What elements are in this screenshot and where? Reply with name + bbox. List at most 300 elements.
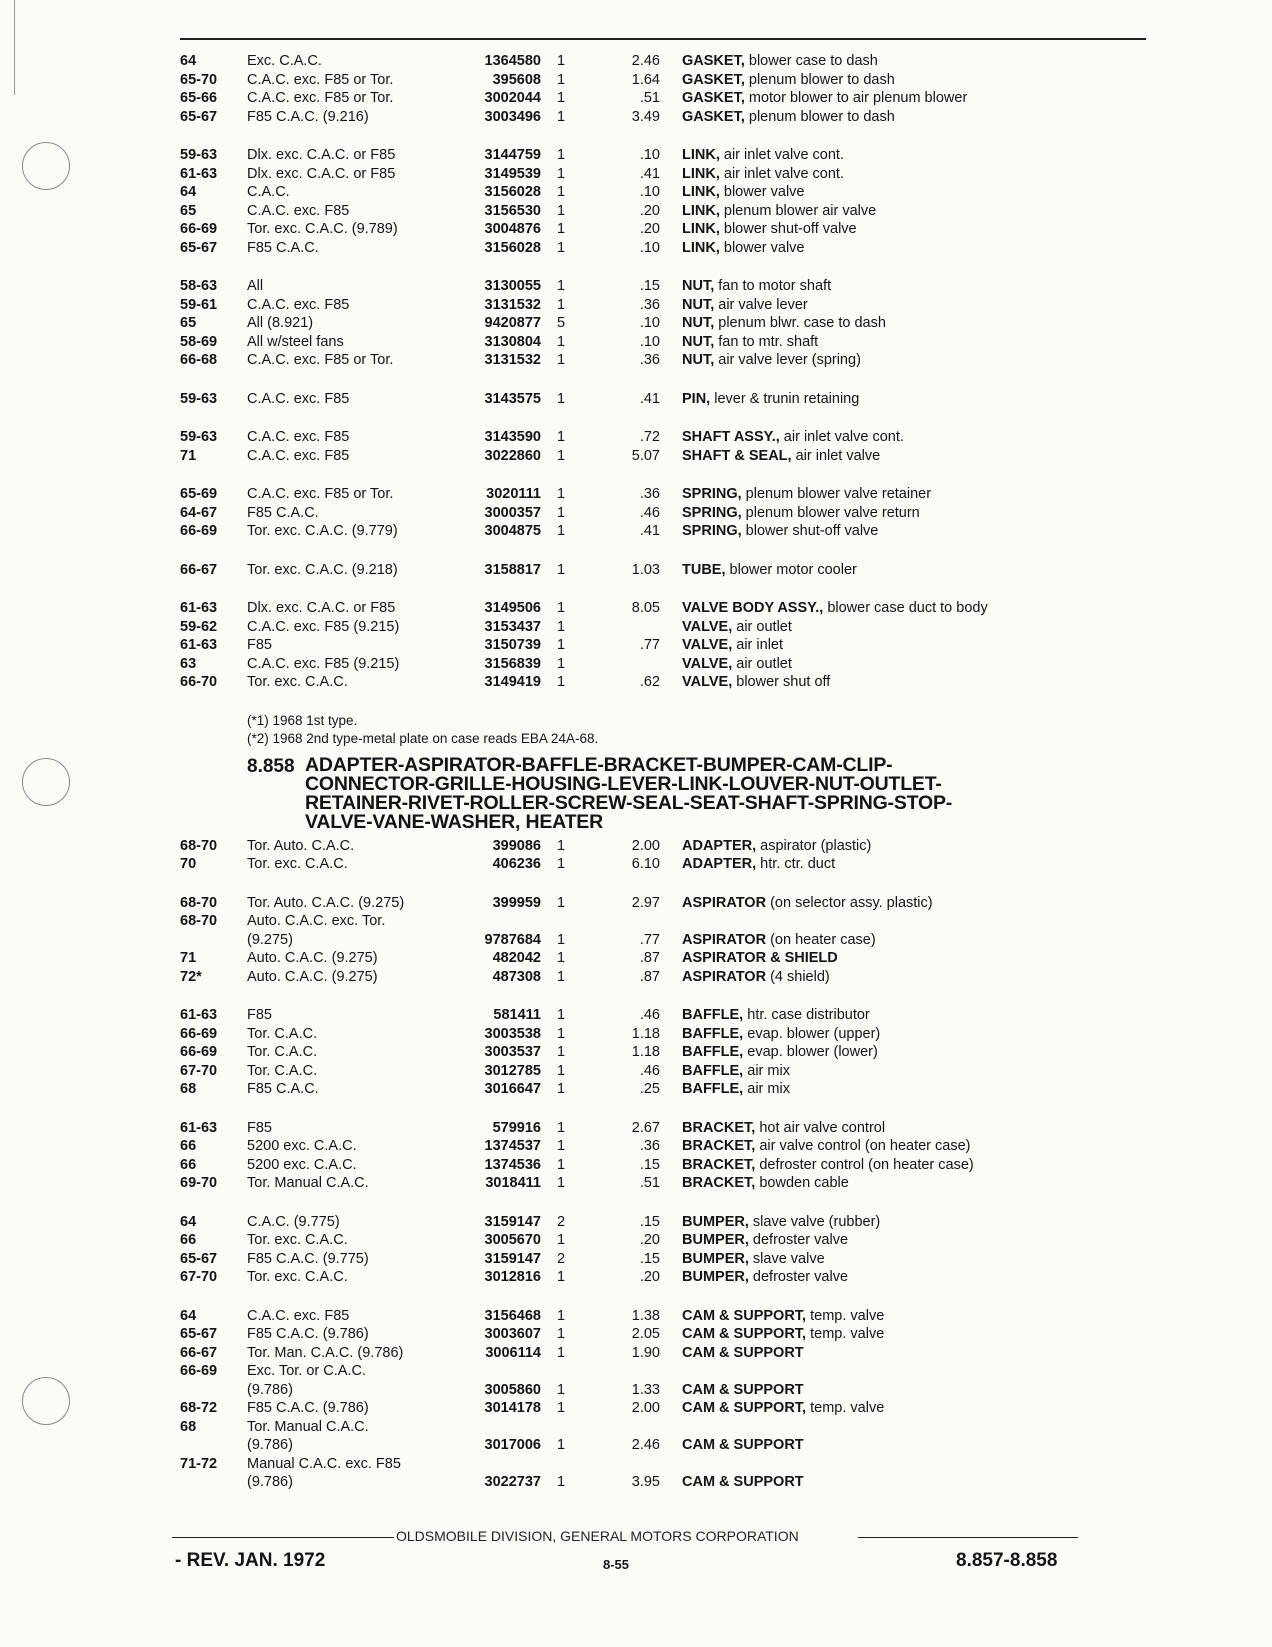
quantity-cell: 1	[557, 1119, 566, 1136]
table-row	[180, 53, 1140, 72]
quantity-cell: 1	[557, 968, 566, 985]
table-row	[180, 221, 1140, 240]
model-cell: Tor. C.A.C.	[247, 1062, 318, 1079]
part-description: air valve control (on heater case)	[759, 1138, 971, 1154]
quantity-cell: 1	[557, 1474, 566, 1490]
table-row	[180, 523, 1140, 542]
description-cell	[660, 932, 1140, 948]
part-name: GASKET,	[682, 71, 745, 88]
part-name: GASKET,	[682, 53, 745, 69]
part-number-cell: 3158817	[484, 561, 541, 578]
part-number-cell: 487308	[492, 968, 541, 985]
price-cell: .36	[639, 296, 660, 313]
part-number-cell: 9787684	[484, 931, 541, 948]
description-cell	[660, 1437, 1140, 1453]
table-row	[180, 240, 1140, 259]
parts-group	[180, 838, 1140, 875]
part-number-cell: 3156530	[484, 202, 541, 219]
part-name: BAFFLE,	[682, 1062, 744, 1079]
part-description: temp. valve	[810, 1307, 885, 1324]
price-cell: 1.64	[631, 71, 660, 88]
top-rule	[180, 38, 1146, 40]
table-row	[180, 1400, 1140, 1419]
model-cell: (9.786)	[247, 1437, 293, 1453]
quantity-cell: 1	[557, 1007, 566, 1023]
part-description: slave valve	[752, 1250, 825, 1267]
model-cell: (9.786)	[247, 1381, 293, 1398]
part-description: evap. blower (lower)	[747, 1044, 878, 1060]
part-name: BRACKET,	[682, 1138, 756, 1154]
part-description: htr. case distributor	[747, 1007, 870, 1023]
part-number-cell: 1374536	[484, 1156, 541, 1173]
part-name: LINK,	[682, 165, 720, 182]
part-number-cell: 3144759	[484, 147, 541, 163]
part-number-cell: 3000357	[484, 504, 541, 521]
parts-group	[180, 895, 1140, 988]
year-cell: 64	[180, 1307, 197, 1324]
description-cell	[660, 391, 1140, 407]
parts-catalog	[180, 53, 1140, 1513]
quantity-cell: 1	[557, 53, 566, 69]
part-name: NUT,	[682, 278, 715, 294]
part-number-cell: 3149539	[484, 165, 541, 182]
table-row	[180, 895, 1140, 914]
description-cell	[660, 429, 1140, 445]
price-cell: .10	[639, 147, 660, 163]
part-description: air mix	[747, 1081, 790, 1097]
part-name: BUMPER,	[682, 1250, 749, 1267]
footer-division: OLDSMOBILE DIVISION, GENERAL MOTORS CORPORATION	[396, 1528, 799, 1544]
section-title-line: ADAPTER-ASPIRATOR-BAFFLE-BRACKET-BUMPER-CAM-CLIP-	[305, 753, 893, 776]
price-cell: .46	[639, 504, 660, 521]
description-cell	[660, 486, 1140, 502]
year-cell: 58-69	[180, 333, 218, 350]
quantity-cell: 1	[557, 1232, 566, 1248]
part-description: bowden cable	[759, 1175, 849, 1191]
quantity-cell: 1	[557, 950, 566, 966]
part-name: GASKET,	[682, 90, 745, 106]
part-name: LINK,	[682, 202, 720, 219]
part-number-cell: 3149506	[484, 600, 541, 616]
quantity-cell: 1	[557, 1044, 566, 1060]
price-cell: .36	[639, 1138, 660, 1154]
description-cell	[660, 619, 1140, 635]
part-description: temp. valve	[810, 1400, 885, 1416]
part-number-cell: 482042	[492, 950, 541, 966]
price-cell: 1.38	[631, 1307, 660, 1324]
description-cell	[660, 1138, 1140, 1154]
table-row	[180, 1382, 1140, 1401]
table-row	[180, 856, 1140, 875]
year-cell: 68-70	[180, 894, 218, 911]
description-cell	[660, 1157, 1140, 1173]
quantity-cell: 1	[557, 1081, 566, 1097]
description-cell	[660, 505, 1140, 521]
part-name: VALVE BODY ASSY.,	[682, 600, 824, 616]
table-row	[180, 1138, 1140, 1157]
part-description: slave valve (rubber)	[752, 1213, 881, 1230]
table-row	[180, 1363, 1140, 1382]
description-cell	[660, 1269, 1140, 1285]
quantity-cell: 1	[557, 837, 566, 854]
quantity-cell: 1	[557, 931, 566, 948]
part-description: blower motor cooler	[729, 561, 857, 578]
year-cell: 64	[180, 53, 197, 69]
model-cell: Tor. exc. C.A.C. (9.218)	[247, 561, 398, 578]
model-cell: All (8.921)	[247, 315, 314, 331]
table-row	[180, 913, 1140, 932]
year-cell: 69-70	[180, 1175, 218, 1191]
part-description: air inlet valve	[795, 447, 881, 464]
table-row	[180, 1269, 1140, 1288]
table-row	[180, 147, 1140, 166]
description-cell	[660, 240, 1140, 256]
price-cell: .15	[639, 1250, 660, 1267]
model-cell: C.A.C. exc. F85 or Tor.	[247, 486, 394, 502]
part-number-cell: 3022860	[484, 447, 541, 464]
part-description: (4 shield)	[770, 968, 830, 985]
model-cell: F85 C.A.C.	[247, 504, 319, 521]
page-edge-line	[14, 0, 15, 95]
model-cell: C.A.C. exc. F85	[247, 390, 350, 407]
part-number-cell: 3159147	[484, 1250, 541, 1267]
table-row	[180, 674, 1140, 693]
table-row	[180, 391, 1140, 410]
model-cell: F85 C.A.C. (9.786)	[247, 1400, 369, 1416]
footnotes	[180, 713, 1140, 750]
model-cell: 5200 exc. C.A.C.	[247, 1156, 357, 1173]
description-cell	[660, 637, 1140, 653]
part-name: ASPIRATOR	[682, 931, 767, 948]
year-cell: 66	[180, 1232, 197, 1248]
quantity-cell: 1	[557, 108, 566, 125]
part-description: plenum blower air valve	[723, 202, 877, 219]
part-name: VALVE,	[682, 655, 733, 672]
quantity-cell: 1	[557, 1156, 566, 1173]
model-cell: F85 C.A.C.	[247, 1081, 319, 1097]
part-name: TUBE,	[682, 561, 726, 578]
description-cell	[660, 297, 1140, 313]
part-description: (on selector assy. plastic)	[770, 894, 933, 911]
year-cell: 66	[180, 1156, 197, 1173]
year-cell: 64	[180, 184, 197, 200]
description-cell	[660, 1345, 1140, 1361]
footer-rule-right	[858, 1537, 1078, 1538]
model-cell: Dlx. exc. C.A.C. or F85	[247, 147, 396, 163]
quantity-cell: 2	[557, 1250, 566, 1267]
part-number-cell: 3156468	[484, 1307, 541, 1324]
description-cell	[660, 895, 1140, 911]
year-cell: 65	[180, 315, 197, 331]
part-description: air inlet valve cont.	[783, 429, 904, 445]
price-cell: .15	[639, 278, 660, 294]
part-name: ADAPTER,	[682, 837, 757, 854]
table-row	[180, 166, 1140, 185]
table-row	[180, 1063, 1140, 1082]
quantity-cell: 1	[557, 1025, 566, 1042]
model-cell: Dlx. exc. C.A.C. or F85	[247, 165, 396, 182]
part-number-cell: 3003607	[484, 1326, 541, 1342]
quantity-cell: 1	[557, 296, 566, 313]
year-cell: 66-70	[180, 674, 218, 690]
part-number-cell: 3131532	[484, 296, 541, 313]
model-cell: Tor. Manual C.A.C.	[247, 1175, 369, 1191]
model-cell: 5200 exc. C.A.C.	[247, 1138, 357, 1154]
model-cell: Auto. C.A.C. exc. Tor.	[247, 913, 386, 929]
binder-hole-top	[22, 142, 70, 190]
quantity-cell: 1	[557, 429, 566, 445]
year-cell: 66-68	[180, 352, 218, 368]
quantity-cell: 1	[557, 390, 566, 407]
price-cell: .36	[639, 352, 660, 368]
description-cell	[660, 1081, 1140, 1097]
part-name: BAFFLE,	[682, 1007, 744, 1023]
part-number-cell: 3002044	[484, 90, 541, 106]
model-cell: Tor. exc. C.A.C.	[247, 1232, 348, 1248]
part-number-cell: 581411	[493, 1007, 541, 1023]
quantity-cell: 1	[557, 486, 566, 502]
part-number-cell: 3022737	[484, 1474, 541, 1490]
price-cell: .10	[639, 315, 660, 331]
model-cell: C.A.C. exc. F85	[247, 429, 350, 445]
quantity-cell: 1	[557, 239, 566, 256]
part-description: air inlet	[736, 637, 784, 653]
description-cell	[660, 334, 1140, 350]
part-description: blower shut-off valve	[745, 523, 879, 539]
part-number-cell: 3150739	[484, 637, 541, 653]
part-name: SPRING,	[682, 486, 742, 502]
parts-group	[180, 486, 1140, 542]
model-cell: C.A.C. exc. F85 (9.215)	[247, 618, 400, 635]
quantity-cell: 1	[557, 1344, 566, 1361]
price-cell: .46	[639, 1062, 660, 1079]
model-cell: C.A.C. exc. F85 or Tor.	[247, 71, 394, 88]
quantity-cell: 1	[557, 618, 566, 635]
part-name: NUT,	[682, 296, 715, 313]
part-number-cell: 3156028	[484, 184, 541, 200]
description-cell	[660, 1175, 1140, 1191]
year-cell: 68	[180, 1081, 197, 1097]
part-description: plenum blwr. case to dash	[718, 315, 886, 331]
model-cell: Tor. exc. C.A.C. (9.779)	[247, 523, 398, 539]
year-cell: 67-70	[180, 1269, 218, 1285]
year-cell: 68-72	[180, 1400, 218, 1416]
year-cell: 68	[180, 1418, 197, 1435]
part-description: plenum blower valve return	[745, 504, 920, 521]
price-cell: .20	[639, 1269, 660, 1285]
footnote-2: (*2) 1968 2nd type-metal plate on case reads EBA 24A-68.	[247, 731, 599, 746]
parts-group	[180, 1308, 1140, 1493]
quantity-cell: 1	[557, 333, 566, 350]
part-description: lever & trunin retaining	[714, 390, 860, 407]
description-cell	[660, 838, 1140, 854]
part-description: blower case to dash	[748, 53, 878, 69]
footer-section-range: 8.857-8.858	[956, 1550, 1058, 1571]
parts-group	[180, 53, 1140, 127]
quantity-cell: 1	[557, 1381, 566, 1398]
quantity-cell: 1	[557, 202, 566, 219]
price-cell: .15	[639, 1213, 660, 1230]
year-cell: 72*	[180, 968, 202, 985]
description-cell	[660, 352, 1140, 368]
part-description: hot air valve control	[759, 1119, 886, 1136]
description-cell	[660, 1326, 1140, 1342]
part-number-cell: 579916	[492, 1119, 541, 1136]
table-row	[180, 1214, 1140, 1233]
table-row	[180, 562, 1140, 581]
price-cell: 1.33	[631, 1381, 660, 1398]
part-number-cell: 3017006	[484, 1437, 541, 1453]
price-cell: 5.07	[631, 447, 660, 464]
model-cell: F85	[247, 637, 272, 653]
part-name: VALVE,	[682, 637, 733, 653]
model-cell: (9.786)	[247, 1474, 293, 1490]
model-cell: Dlx. exc. C.A.C. or F85	[247, 600, 396, 616]
parts-group	[180, 1007, 1140, 1100]
year-cell: 59-61	[180, 296, 218, 313]
model-cell: C.A.C. exc. F85 (9.215)	[247, 655, 400, 672]
price-cell: 1.90	[631, 1344, 660, 1361]
part-description: motor blower to air plenum blower	[748, 90, 968, 106]
year-cell: 65-67	[180, 108, 218, 125]
part-number-cell: 3003537	[484, 1044, 541, 1060]
table-row	[180, 429, 1140, 448]
quantity-cell: 1	[557, 165, 566, 182]
description-cell	[660, 969, 1140, 985]
part-name: CAM & SUPPORT	[682, 1474, 804, 1490]
year-cell: 64-67	[180, 504, 218, 521]
year-cell: 65-67	[180, 1250, 218, 1267]
price-cell: .51	[639, 1175, 660, 1191]
year-cell: 65-70	[180, 71, 218, 88]
price-cell: .20	[639, 202, 660, 219]
model-cell: (9.275)	[247, 931, 293, 948]
part-number-cell: 406236	[492, 856, 541, 872]
year-cell: 61-63	[180, 1007, 218, 1023]
table-row	[180, 1474, 1140, 1493]
price-cell: .51	[639, 90, 660, 106]
part-name: BAFFLE,	[682, 1081, 744, 1097]
model-cell: F85	[247, 1007, 272, 1023]
model-cell: C.A.C. exc. F85	[247, 202, 350, 219]
description-cell	[660, 184, 1140, 200]
description-cell	[660, 315, 1140, 331]
part-description: fan to mtr. shaft	[718, 333, 819, 350]
price-cell: 8.05	[631, 600, 660, 616]
description-cell	[660, 1232, 1140, 1248]
part-name: GASKET,	[682, 108, 745, 125]
description-cell	[660, 1308, 1140, 1324]
description-cell	[660, 1044, 1140, 1060]
price-cell: .10	[639, 184, 660, 200]
quantity-cell: 1	[557, 1307, 566, 1324]
description-cell	[660, 1474, 1140, 1490]
section-title-line: CONNECTOR-GRILLE-HOUSING-LEVER-LINK-LOUVER-NUT-OUTLET-	[305, 772, 942, 795]
table-row	[180, 278, 1140, 297]
part-number-cell: 3004876	[484, 221, 541, 237]
part-number-cell: 3156028	[484, 239, 541, 256]
price-cell: .77	[639, 637, 660, 653]
model-cell: C.A.C. exc. F85 or Tor.	[247, 90, 394, 106]
section-title-line: RETAINER-RIVET-ROLLER-SCREW-SEAL-SEAT-SHAFT-SPRING-STOP-	[305, 791, 953, 814]
part-description: plenum blower to dash	[748, 108, 895, 125]
part-name: PIN,	[682, 390, 711, 407]
part-number-cell: 1374537	[484, 1138, 541, 1154]
table-row	[180, 1232, 1140, 1251]
description-cell	[660, 166, 1140, 182]
part-description: plenum blower valve retainer	[745, 486, 932, 502]
part-name: BRACKET,	[682, 1156, 756, 1173]
quantity-cell: 1	[557, 1269, 566, 1285]
quantity-cell: 1	[557, 71, 566, 88]
part-number-cell: 3012816	[484, 1269, 541, 1285]
price-cell: .10	[639, 239, 660, 256]
quantity-cell: 1	[557, 561, 566, 578]
part-name: SHAFT & SEAL,	[682, 447, 792, 464]
table-row	[180, 950, 1140, 969]
part-description: blower valve	[723, 239, 805, 256]
year-cell: 61-63	[180, 600, 218, 616]
footer-revision: - REV. JAN. 1972	[175, 1550, 326, 1571]
year-cell: 65	[180, 202, 197, 219]
part-number-cell: 3003538	[484, 1025, 541, 1042]
quantity-cell: 2	[557, 1213, 566, 1230]
table-row	[180, 969, 1140, 988]
quantity-cell: 1	[557, 600, 566, 616]
table-row	[180, 1175, 1140, 1194]
year-cell: 66-67	[180, 1344, 218, 1361]
description-cell	[660, 1007, 1140, 1023]
year-cell: 71	[180, 950, 197, 966]
description-cell	[660, 674, 1140, 690]
price-cell: .20	[639, 221, 660, 237]
model-cell: Tor. exc. C.A.C.	[247, 1269, 348, 1285]
part-name: NUT,	[682, 333, 715, 350]
table-row	[180, 1026, 1140, 1045]
part-name: CAM & SUPPORT	[682, 1437, 804, 1453]
catalog-section-8-857	[180, 53, 1140, 693]
year-cell: 67-70	[180, 1062, 218, 1079]
part-description: air valve lever	[718, 296, 808, 313]
part-number-cell: 3016647	[484, 1081, 541, 1097]
price-cell: .87	[639, 950, 660, 966]
parts-group	[180, 600, 1140, 693]
part-description: defroster valve	[752, 1232, 849, 1248]
part-number-cell: 3143575	[484, 390, 541, 407]
part-description: air mix	[747, 1062, 790, 1079]
year-cell: 61-63	[180, 637, 218, 653]
year-cell: 58-63	[180, 278, 218, 294]
part-number-cell: 399959	[492, 894, 541, 911]
part-number-cell: 3143590	[484, 429, 541, 445]
model-cell: Tor. Auto. C.A.C.	[247, 837, 355, 854]
price-cell: .41	[639, 523, 660, 539]
table-row	[180, 90, 1140, 109]
year-cell: 59-62	[180, 618, 218, 635]
part-number-cell: 3153437	[484, 618, 541, 635]
year-cell: 68-70	[180, 913, 218, 929]
table-row	[180, 448, 1140, 467]
price-cell: .25	[639, 1081, 660, 1097]
part-description: aspirator (plastic)	[760, 837, 872, 854]
quantity-cell: 1	[557, 1175, 566, 1191]
year-cell: 65-67	[180, 1326, 218, 1342]
year-cell: 61-63	[180, 1119, 218, 1136]
model-cell: F85 C.A.C.	[247, 239, 319, 256]
footer-page-number: 8-55	[603, 1557, 630, 1572]
price-cell: 2.05	[631, 1326, 660, 1342]
model-cell: Tor. Manual C.A.C.	[247, 1418, 369, 1435]
